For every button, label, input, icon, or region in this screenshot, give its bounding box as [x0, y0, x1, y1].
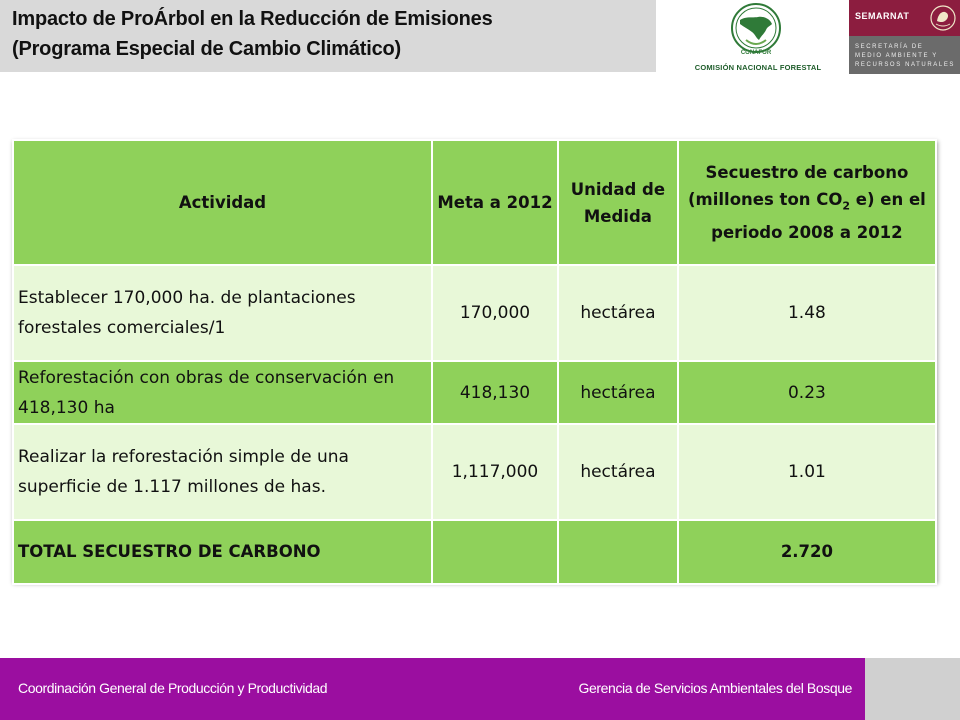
header-meta: Meta a 2012 [432, 140, 558, 265]
cell-actividad: Reforestación con obras de conservación en 418,130 ha [13, 361, 432, 424]
mexico-eagle-seal-icon [929, 3, 957, 33]
total-label: TOTAL SECUESTRO DE CARBONO [13, 520, 432, 584]
header-secuestro-sub: 2 [842, 199, 851, 213]
semarnat-logo [849, 0, 960, 74]
cell-unidad: hectárea [558, 424, 678, 520]
table-row [13, 265, 936, 361]
header-unidad: Unidad de Medida [558, 140, 678, 265]
cell-secuestro: 1.48 [678, 265, 936, 361]
cell-secuestro: 1.01 [678, 424, 936, 520]
cell-actividad: Realizar la reforestación simple de una superficie de 1.117 millones de has. [13, 424, 432, 520]
cell-meta: 1,117,000 [432, 424, 558, 520]
table-header-row [13, 140, 936, 265]
title-band [0, 0, 656, 72]
emissions-table-container [12, 139, 937, 582]
emissions-table [12, 139, 937, 585]
table-row [13, 361, 936, 424]
footer-gray-block [865, 658, 960, 720]
conafor-emblem-text: CONAFOR [740, 50, 772, 56]
semarnat-name: SEMARNAT [855, 11, 910, 21]
page-title-line-2: (Programa Especial de Cambio Climático) [12, 38, 401, 60]
header-actividad: Actividad [13, 140, 432, 265]
table-row [13, 424, 936, 520]
footer-right-text: Gerencia de Servicios Ambientales del Bosque [578, 680, 852, 696]
header-secuestro-pre: Secuestro de carbono (millones ton CO [688, 162, 909, 209]
total-secuestro: 2.720 [678, 520, 936, 584]
conafor-caption: COMISIÓN NACIONAL FORESTAL [694, 63, 822, 72]
total-meta [432, 520, 558, 584]
semarnat-sub-line-2: MEDIO AMBIENTE Y [855, 53, 938, 59]
cell-unidad: hectárea [558, 361, 678, 424]
conafor-logo [688, 2, 836, 74]
header-secuestro-post: e) en el periodo 2008 a 2012 [711, 189, 926, 243]
conafor-emblem-icon [728, 2, 784, 56]
cell-actividad: Establecer 170,000 ha. de plantaciones forestales comerciales/1 [13, 265, 432, 361]
footer-left-text: Coordinación General de Producción y Productividad [18, 680, 328, 696]
table-total-row [13, 520, 936, 584]
page-title-line-1: Impacto de ProÁrbol en la Reducción de Emisiones [12, 8, 493, 30]
cell-meta: 418,130 [432, 361, 558, 424]
cell-meta: 170,000 [432, 265, 558, 361]
footer-bar [0, 658, 865, 720]
total-unidad [558, 520, 678, 584]
semarnat-sub-line-1: SECRETARÍA DE [855, 44, 924, 50]
cell-unidad: hectárea [558, 265, 678, 361]
cell-secuestro: 0.23 [678, 361, 936, 424]
header-secuestro [678, 140, 936, 265]
semarnat-sub-line-3: RECURSOS NATURALES [855, 62, 956, 68]
